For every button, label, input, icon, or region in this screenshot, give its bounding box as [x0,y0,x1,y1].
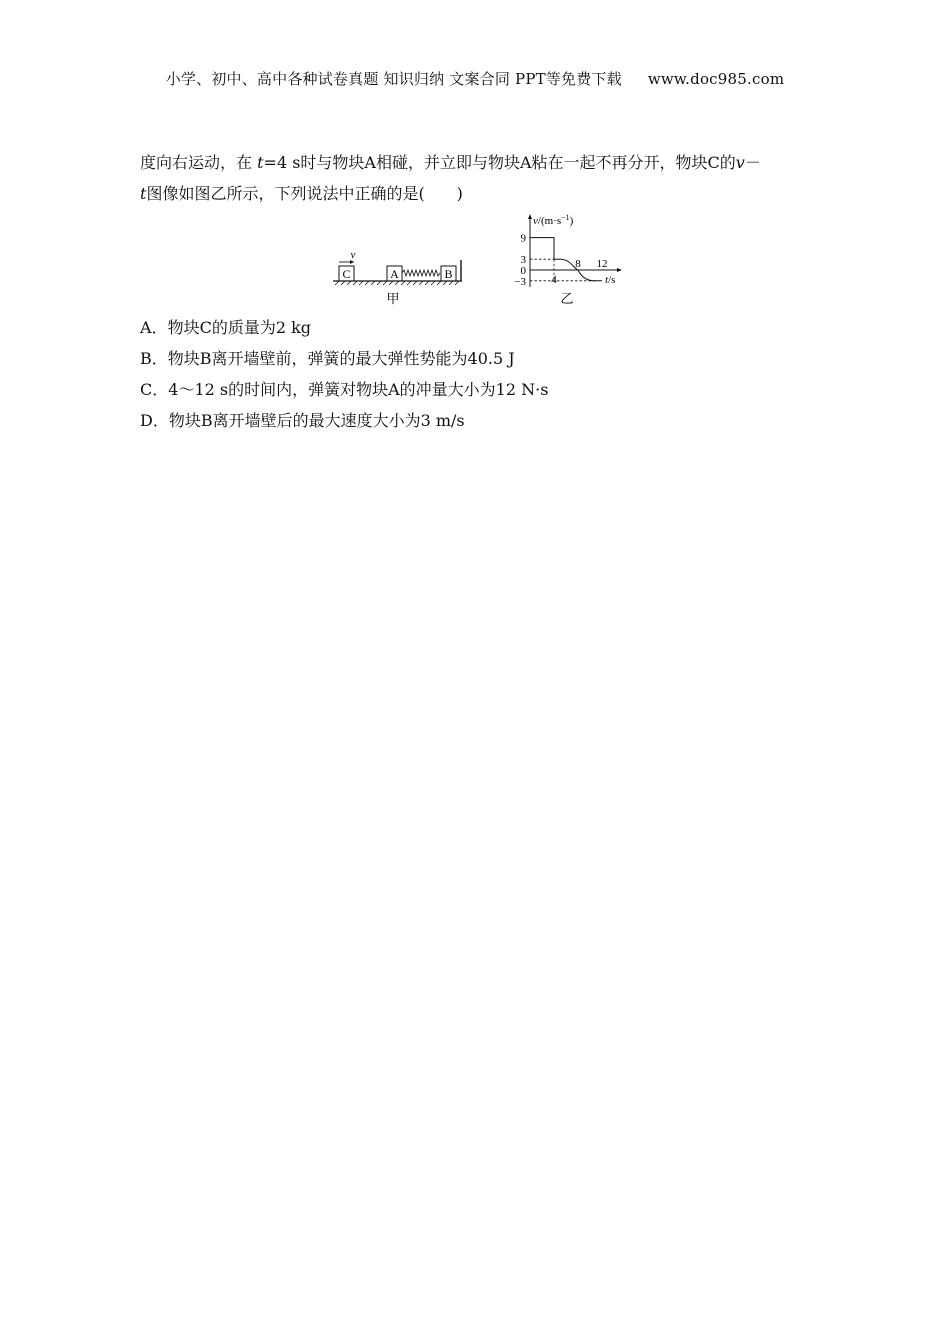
option-text: 物块C的质量为2 kg [167,318,312,337]
y-tick-label: 0 [520,265,526,277]
option-letter: B [140,349,152,368]
caption-yi: 乙 [560,291,574,306]
option-text: 4～12 s的时间内，弹簧对物块A的冲量大小为12 N·s [168,380,549,399]
question-line-2 [140,179,820,209]
page-header [0,68,950,89]
question-line-1 [140,148,820,178]
block-c-label: C [342,267,351,281]
x-tick-label: 8 [575,258,581,270]
question-text: =4 s时与物块A相碰，并立即与物块A粘在一起不再分开，物块C的 [263,153,736,172]
question-text: － [744,153,761,172]
option-d[interactable]: D．物块B离开墙壁后的最大速度大小为3 m/s [140,411,465,430]
y-axis-label: $v/(m\cdot s^{-1})$ [533,213,574,227]
option-text: 物块B离开墙壁前，弹簧的最大弹性势能为40.5 J [167,349,515,368]
x-axis-arrowhead [617,268,622,272]
x-axis-label: t/s [605,274,616,286]
option-text: 物块B离开墙壁后的最大速度大小为3 m/s [168,411,465,430]
spring [402,270,440,276]
caption-jia: 甲 [386,291,400,306]
ground-hatch [335,281,459,285]
option-letter: A [140,318,152,337]
y-tick-label: 9 [520,232,526,245]
block-a-label: A [390,267,399,281]
var-t: t [257,153,264,172]
velocity-label: v [350,249,356,261]
x-tick-label: 12 [596,258,608,270]
var-v: v [735,153,745,172]
option-c[interactable]: C．4～12 s的时间内，弹簧对物块A的冲量大小为12 N·s [140,380,549,399]
figure [325,210,635,310]
y-tick-label: 3 [520,254,526,267]
header-text: 小学、初中、高中各种试卷真题 知识归纳 文案合同 PPT等免费下载 [165,70,622,88]
y-axis-arrowhead [528,214,532,219]
option-letter: D [140,411,153,430]
figure-svg [325,210,635,310]
options-list [140,312,820,436]
y-tick-label: −3 [514,275,526,288]
question-text: 度向右运动，在 [140,153,258,172]
option-letter: C [140,380,153,399]
figure-jia [333,249,462,306]
var-t: t [140,184,147,203]
figure-yi [514,213,622,306]
option-a[interactable]: A．物块C的质量为2 kg [140,318,312,337]
x-tick-label: 4 [551,274,557,286]
option-b[interactable]: B．物块B离开墙壁前，弹簧的最大弹性势能为40.5 J [140,349,515,368]
header-site-link[interactable]: www.doc985.com [647,70,785,88]
block-b-label: B [444,267,453,281]
question-text: 图像如图乙所示，下列说法中正确的是( ) [146,184,463,203]
